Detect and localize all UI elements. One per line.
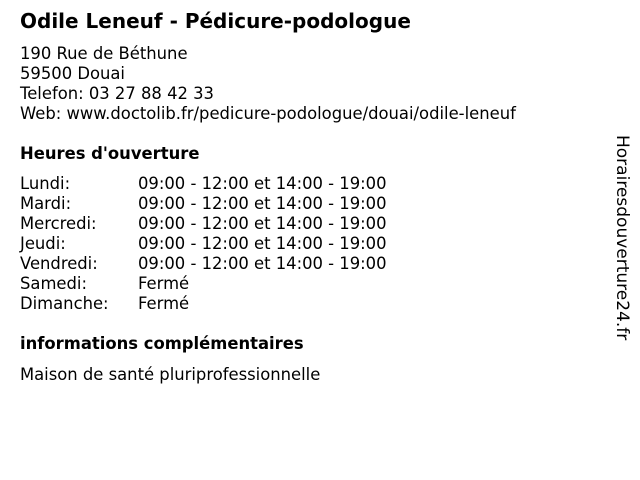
day-label: Dimanche: bbox=[20, 294, 109, 313]
day-hours: 09:00 - 12:00 et 14:00 - 19:00 bbox=[138, 234, 387, 253]
hours-heading: Heures d'ouverture bbox=[20, 144, 200, 163]
day-label: Mardi: bbox=[20, 194, 72, 213]
site-watermark: Horairesdouverture24.fr bbox=[612, 135, 632, 341]
phone-line: Telefon: 03 27 88 42 33 bbox=[20, 84, 214, 103]
day-label: Samedi: bbox=[20, 274, 87, 293]
day-hours: Fermé bbox=[138, 294, 190, 313]
business-title: Odile Leneuf - Pédicure-podologue bbox=[20, 9, 411, 33]
website-line: Web: www.doctolib.fr/pedicure-podologue/douai/odile-leneuf bbox=[20, 104, 516, 123]
info-text: Maison de santé pluriprofessionnelle bbox=[20, 365, 321, 384]
address-line-city: 59500 Douai bbox=[20, 64, 125, 83]
day-label: Mercredi: bbox=[20, 214, 97, 233]
day-hours: 09:00 - 12:00 et 14:00 - 19:00 bbox=[138, 214, 387, 233]
day-label: Jeudi: bbox=[20, 234, 66, 253]
day-hours: 09:00 - 12:00 et 14:00 - 19:00 bbox=[138, 254, 387, 273]
day-label: Lundi: bbox=[20, 174, 71, 193]
info-heading: informations complémentaires bbox=[20, 334, 304, 353]
day-hours: 09:00 - 12:00 et 14:00 - 19:00 bbox=[138, 194, 387, 213]
day-hours: 09:00 - 12:00 et 14:00 - 19:00 bbox=[138, 174, 387, 193]
day-label: Vendredi: bbox=[20, 254, 98, 273]
day-hours: Fermé bbox=[138, 274, 190, 293]
address-line-street: 190 Rue de Béthune bbox=[20, 44, 188, 63]
contact-block bbox=[20, 44, 516, 124]
